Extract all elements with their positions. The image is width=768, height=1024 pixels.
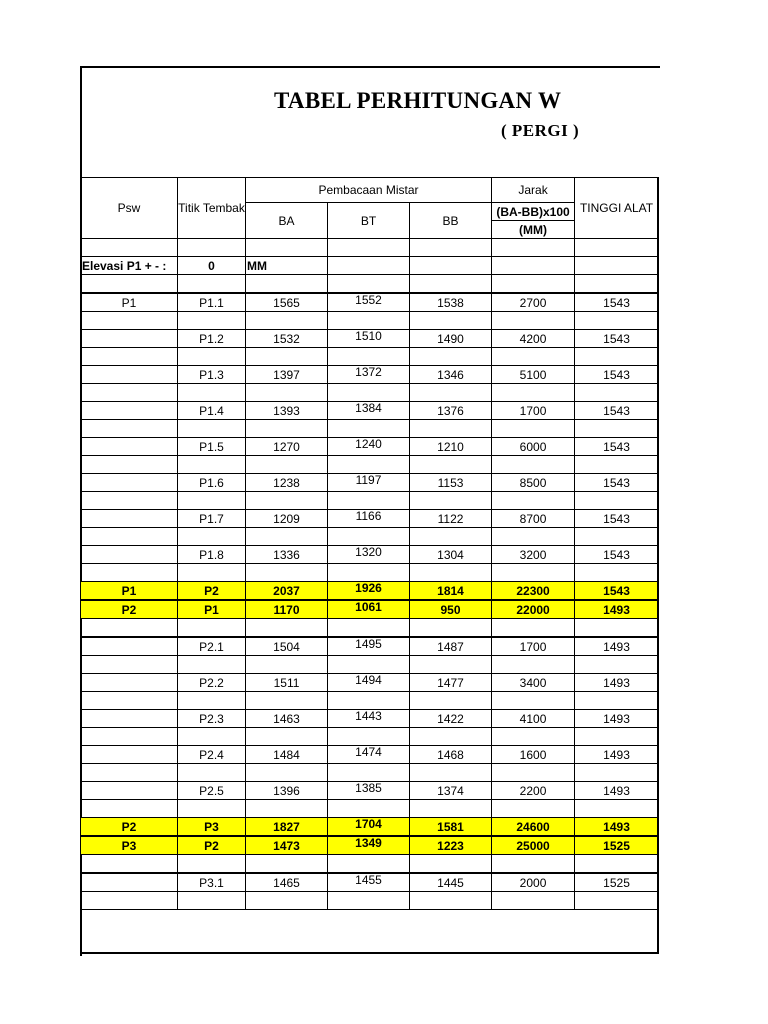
cell-bb: 1223 — [410, 836, 492, 855]
cell-ba: 1209 — [246, 510, 328, 528]
cell-tinggi: 1543 — [575, 474, 659, 492]
cell-bb: 1346 — [410, 366, 492, 384]
cell-bb: 1153 — [410, 474, 492, 492]
cell-bt-value: 1385 — [355, 781, 382, 795]
table-row — [81, 293, 659, 312]
table-row — [81, 438, 659, 456]
cell-titik: P3.1 — [178, 873, 246, 892]
cell-jarak: 22300 — [492, 582, 575, 601]
cell-ba: 1827 — [246, 818, 328, 837]
bottom-border — [80, 952, 658, 954]
cell-ba: 1270 — [246, 438, 328, 456]
cell-jarak: 2200 — [492, 782, 575, 800]
cell-jarak: 3200 — [492, 546, 575, 564]
cell-tinggi: 1493 — [575, 782, 659, 800]
cell-ba: 1465 — [246, 873, 328, 892]
cell-bt — [328, 710, 410, 728]
table-row — [81, 546, 659, 564]
cell-bb: 1490 — [410, 330, 492, 348]
cell-bb: 1487 — [410, 637, 492, 656]
cell-bt — [328, 366, 410, 384]
cell-bb: 1210 — [410, 438, 492, 456]
cell-psw: P2 — [81, 600, 178, 619]
cell-psw — [81, 782, 178, 800]
cell-jarak: 8700 — [492, 510, 575, 528]
cell-bt-value: 1495 — [355, 637, 382, 651]
cell-bb: 1122 — [410, 510, 492, 528]
cell-bb: 1374 — [410, 782, 492, 800]
header-jarak: Jarak — [492, 178, 575, 203]
cell-bb: 1468 — [410, 746, 492, 764]
cell-bb: 1477 — [410, 674, 492, 692]
table-row — [81, 782, 659, 800]
cell-jarak: 1600 — [492, 746, 575, 764]
cell-bt-value: 1455 — [355, 873, 382, 887]
cell-bt — [328, 746, 410, 764]
cell-titik: P1.7 — [178, 510, 246, 528]
cell-bb: 1538 — [410, 293, 492, 312]
cell-tinggi: 1525 — [575, 873, 659, 892]
table-row — [81, 746, 659, 764]
cell-jarak: 3400 — [492, 674, 575, 692]
table-subtitle: ( PERGI ) — [501, 121, 580, 140]
cell-tinggi: 1525 — [575, 836, 659, 855]
cell-jarak: 1700 — [492, 402, 575, 420]
cell-ba: 1170 — [246, 600, 328, 619]
elevasi-row — [81, 257, 659, 275]
cell-bb: 950 — [410, 600, 492, 619]
cell-bt — [328, 674, 410, 692]
cell-bb: 1422 — [410, 710, 492, 728]
cell-bt-value: 1926 — [355, 581, 382, 595]
cell-tinggi: 1493 — [575, 818, 659, 837]
cell-psw — [81, 438, 178, 456]
cell-bt — [328, 474, 410, 492]
cell-ba: 1396 — [246, 782, 328, 800]
cell-jarak: 8500 — [492, 474, 575, 492]
cell-bt — [328, 546, 410, 564]
cell-jarak: 24600 — [492, 818, 575, 837]
cell-bb: 1445 — [410, 873, 492, 892]
cell-bt-value: 1510 — [355, 329, 382, 343]
cell-bt — [328, 600, 410, 619]
cell-titik: P1 — [178, 600, 246, 619]
cell-bt — [328, 782, 410, 800]
cell-bt-value: 1240 — [355, 437, 382, 451]
table-row — [81, 600, 659, 619]
cell-bt-value: 1552 — [355, 293, 382, 307]
cell-bt-value: 1474 — [355, 745, 382, 759]
cell-titik: P2 — [178, 836, 246, 855]
cell-bt-value: 1061 — [355, 600, 382, 614]
cell-ba: 1532 — [246, 330, 328, 348]
table-row — [81, 582, 659, 601]
cell-psw — [81, 746, 178, 764]
cell-titik: P2.1 — [178, 637, 246, 656]
cell-tinggi: 1543 — [575, 366, 659, 384]
cell-bt — [328, 330, 410, 348]
table-title: TABEL PERHITUNGAN W — [274, 88, 562, 113]
cell-bb: 1581 — [410, 818, 492, 837]
cell-jarak: 4200 — [492, 330, 575, 348]
cell-psw — [81, 366, 178, 384]
cell-bt — [328, 818, 410, 837]
cell-bt-value: 1349 — [355, 836, 382, 850]
cell-titik: P2.5 — [178, 782, 246, 800]
table-row — [81, 836, 659, 855]
cell-bt — [328, 873, 410, 892]
elevasi-unit: MM — [246, 257, 328, 275]
cell-ba: 1565 — [246, 293, 328, 312]
header-tinggi-alat: TINGGI ALAT — [575, 178, 659, 239]
cell-tinggi: 1543 — [575, 546, 659, 564]
cell-bt-value: 1197 — [355, 473, 382, 487]
cell-bt-value: 1443 — [355, 709, 382, 723]
cell-ba: 1238 — [246, 474, 328, 492]
cell-psw — [81, 674, 178, 692]
cell-jarak: 1700 — [492, 637, 575, 656]
cell-jarak: 22000 — [492, 600, 575, 619]
header-bb: BB — [410, 203, 492, 239]
cell-psw — [81, 402, 178, 420]
table-row — [81, 366, 659, 384]
cell-jarak: 5100 — [492, 366, 575, 384]
cell-titik: P1.5 — [178, 438, 246, 456]
cell-tinggi: 1543 — [575, 293, 659, 312]
elevasi-label: Elevasi P1 + - : — [81, 257, 178, 275]
cell-tinggi: 1543 — [575, 582, 659, 601]
cell-psw: P3 — [81, 836, 178, 855]
cell-titik: P1.4 — [178, 402, 246, 420]
header-titik-tembak: Titik Tembak — [178, 178, 246, 239]
cell-tinggi: 1543 — [575, 510, 659, 528]
cell-bt — [328, 293, 410, 312]
header-psw: Psw — [81, 178, 178, 239]
cell-ba: 1463 — [246, 710, 328, 728]
cell-bt-value: 1320 — [355, 545, 382, 559]
header-jarak-unit: (MM) — [492, 221, 575, 239]
cell-psw: P2 — [81, 818, 178, 837]
cell-ba: 1336 — [246, 546, 328, 564]
cell-bb: 1376 — [410, 402, 492, 420]
cell-tinggi: 1493 — [575, 600, 659, 619]
cell-tinggi: 1543 — [575, 402, 659, 420]
header-pembacaan-mistar: Pembacaan Mistar — [246, 178, 492, 203]
cell-ba: 1504 — [246, 637, 328, 656]
cell-bt-value: 1372 — [355, 365, 382, 379]
cell-tinggi: 1493 — [575, 710, 659, 728]
cell-titik: P3 — [178, 818, 246, 837]
cell-bt — [328, 637, 410, 656]
table-row — [81, 818, 659, 837]
cell-ba: 1393 — [246, 402, 328, 420]
table-row — [81, 873, 659, 892]
header-ba: BA — [246, 203, 328, 239]
cell-psw — [81, 710, 178, 728]
header-jarak-formula: (BA-BB)x100 — [492, 203, 575, 221]
table-row — [81, 710, 659, 728]
cell-psw — [81, 510, 178, 528]
cell-titik: P2.3 — [178, 710, 246, 728]
cell-bt-value: 1494 — [355, 673, 382, 687]
cell-jarak: 6000 — [492, 438, 575, 456]
cell-bt — [328, 402, 410, 420]
cell-titik: P1.2 — [178, 330, 246, 348]
cell-bt — [328, 510, 410, 528]
cell-psw — [81, 637, 178, 656]
cell-titik: P1.8 — [178, 546, 246, 564]
cell-titik: P1.1 — [178, 293, 246, 312]
cell-tinggi: 1543 — [575, 438, 659, 456]
cell-jarak: 4100 — [492, 710, 575, 728]
cell-jarak: 25000 — [492, 836, 575, 855]
calculation-table — [80, 177, 659, 910]
cell-titik: P1.3 — [178, 366, 246, 384]
cell-bt — [328, 438, 410, 456]
table-row — [81, 674, 659, 692]
right-cut-line — [657, 177, 659, 954]
cell-ba: 1473 — [246, 836, 328, 855]
cell-bt-value: 1166 — [355, 509, 382, 523]
cell-bt — [328, 836, 410, 855]
table-row — [81, 474, 659, 492]
cell-titik: P1.6 — [178, 474, 246, 492]
table-row — [81, 402, 659, 420]
cell-bb: 1304 — [410, 546, 492, 564]
cell-tinggi: 1493 — [575, 637, 659, 656]
cell-psw — [81, 873, 178, 892]
cell-bt-value: 1384 — [355, 401, 382, 415]
elevasi-value: 0 — [178, 257, 246, 275]
cell-ba: 2037 — [246, 582, 328, 601]
cell-tinggi: 1493 — [575, 746, 659, 764]
cell-psw — [81, 330, 178, 348]
cell-titik: P2 — [178, 582, 246, 601]
header-bt: BT — [328, 203, 410, 239]
cell-titik: P2.4 — [178, 746, 246, 764]
cell-titik: P2.2 — [178, 674, 246, 692]
cell-ba: 1397 — [246, 366, 328, 384]
cell-psw: P1 — [81, 293, 178, 312]
cell-psw — [81, 546, 178, 564]
cell-jarak: 2700 — [492, 293, 575, 312]
cell-bt — [328, 582, 410, 601]
cell-ba: 1484 — [246, 746, 328, 764]
cell-ba: 1511 — [246, 674, 328, 692]
cell-jarak: 2000 — [492, 873, 575, 892]
cell-bt-value: 1704 — [355, 817, 382, 831]
cell-bb: 1814 — [410, 582, 492, 601]
cell-tinggi: 1493 — [575, 674, 659, 692]
table-row — [81, 330, 659, 348]
table-row — [81, 510, 659, 528]
cell-psw — [81, 474, 178, 492]
table-row — [81, 637, 659, 656]
cell-psw: P1 — [81, 582, 178, 601]
cell-tinggi: 1543 — [575, 330, 659, 348]
